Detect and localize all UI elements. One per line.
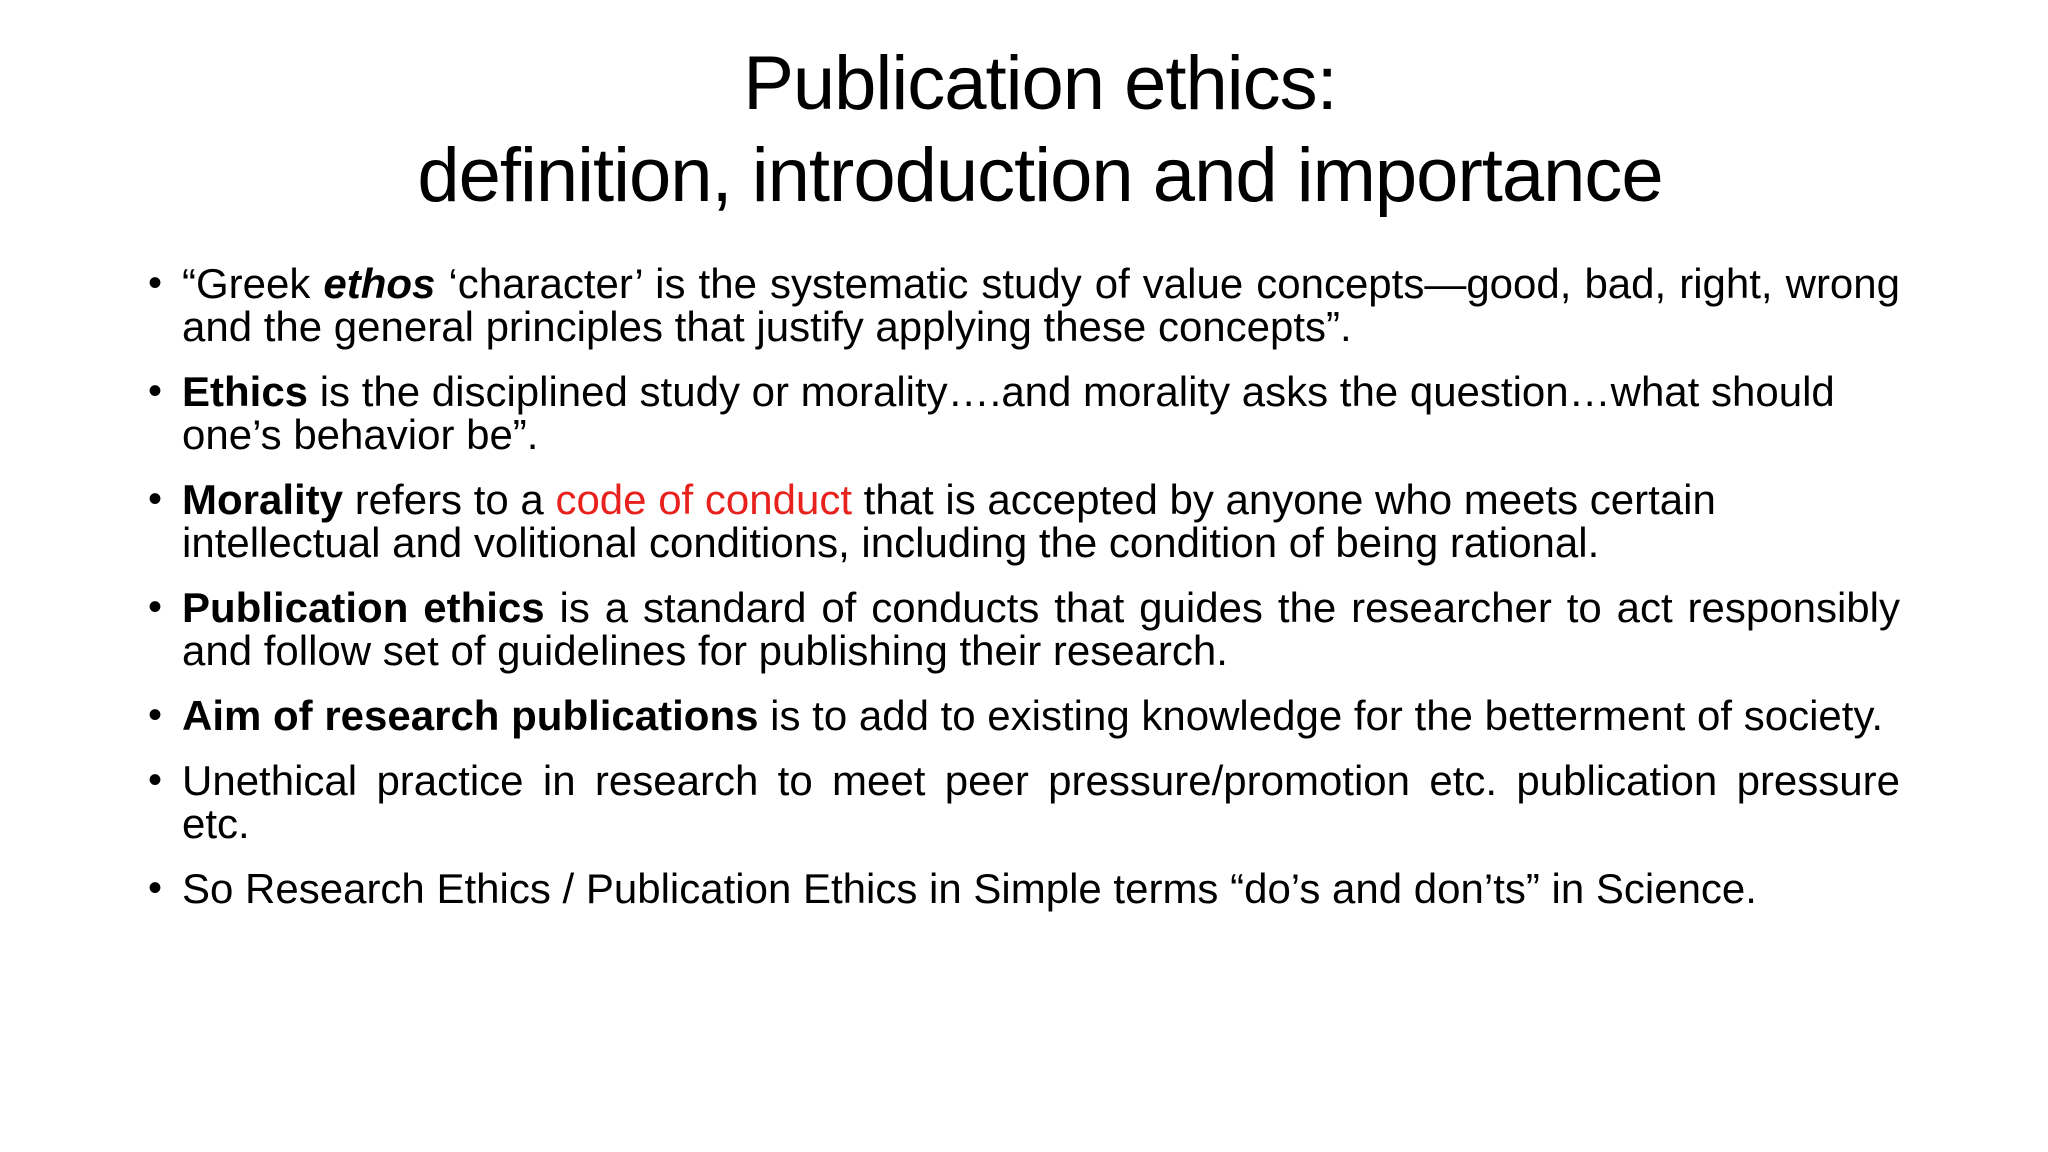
bullet-text: Unethical practice in research to meet peer pressure/promotion etc. publication pressure etc. xyxy=(182,757,1900,847)
bullet-dot-icon: • xyxy=(147,261,162,305)
bullet-item-aim-of-research xyxy=(140,694,1900,737)
bullet-dot-icon: • xyxy=(147,758,162,802)
slide-title xyxy=(200,38,1880,222)
bullet-dot-icon: • xyxy=(147,477,162,521)
bullet-item-morality xyxy=(140,478,1900,564)
bullet-item-dos-and-donts xyxy=(140,867,1900,910)
bullet-item-ethos-definition xyxy=(140,262,1900,348)
bullet-text-post: is to add to existing knowledge for the betterment of society. xyxy=(758,692,1883,739)
bullet-dot-icon: • xyxy=(147,866,162,910)
bullet-term-morality: Morality xyxy=(182,476,344,523)
bullet-text: So Research Ethics / Publication Ethics in Simple terms “do’s and don’ts” in Science. xyxy=(182,865,1757,912)
bullet-text-post: is a standard of conducts that guides the researcher to act responsibly and follow set of guidelines for publishing their research. xyxy=(182,584,1900,674)
bullet-text-post: ‘character’ is the systematic study of value concepts—good, bad, right, wrong and the general principles that justify applying these concepts”. xyxy=(182,260,1901,350)
bullet-text-post: is the disciplined study or morality….and morality asks the question…what should one’s behavior be”. xyxy=(182,368,1835,458)
bullet-highlight-code-of-conduct: code of conduct xyxy=(555,476,852,523)
bullet-text-post: that is accepted by anyone who meets certain intellectual and volitional conditions, including the condition of being rational. xyxy=(182,476,1716,566)
bullet-term-aim-of-research: Aim of research publications xyxy=(182,692,759,739)
slide-title-line-1: Publication ethics: xyxy=(743,41,1337,126)
bullet-term-ethos: ethos xyxy=(323,260,436,307)
bullet-text-mid: refers to a xyxy=(343,476,556,523)
bullet-dot-icon: • xyxy=(147,693,162,737)
bullet-term-ethics: Ethics xyxy=(182,368,309,415)
bullet-text-pre: “Greek xyxy=(182,260,324,307)
bullet-term-publication-ethics: Publication ethics xyxy=(182,584,545,631)
bullet-list xyxy=(140,262,1900,932)
slide-title-line-2: definition, introduction and importance xyxy=(417,133,1663,218)
bullet-item-ethics xyxy=(140,370,1900,456)
bullet-item-publication-ethics xyxy=(140,586,1900,672)
bullet-dot-icon: • xyxy=(147,369,162,413)
bullet-dot-icon: • xyxy=(147,585,162,629)
bullet-item-unethical-practice xyxy=(140,759,1900,845)
